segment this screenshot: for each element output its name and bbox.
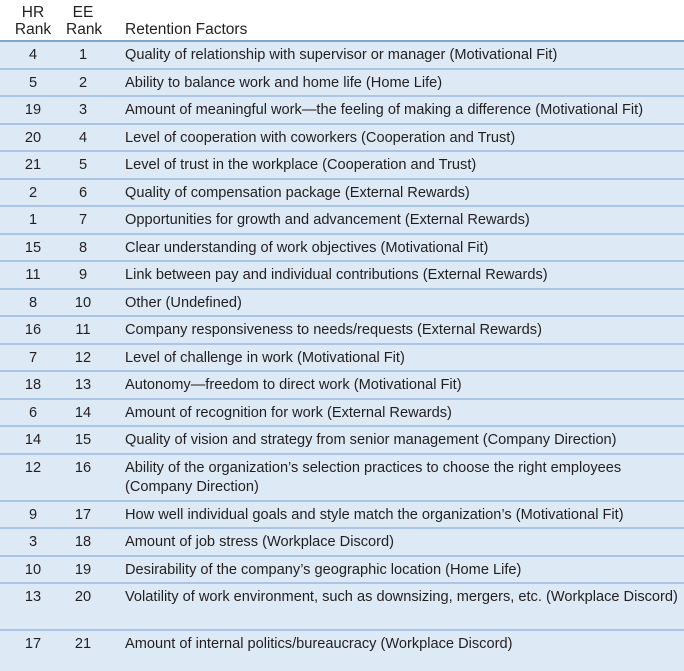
retention-factor-cell: Opportunities for growth and advancement (External Rewards): [125, 212, 530, 228]
table-row: [0, 235, 684, 263]
table-row: [0, 584, 684, 631]
hr-rank-cell: 11: [25, 267, 41, 283]
hr-rank-cell: 12: [24, 459, 42, 476]
hr-rank-cell: 4: [28, 47, 38, 63]
ee-rank-cell: 15: [74, 432, 92, 448]
table-row: [0, 427, 684, 455]
table-row: [0, 631, 684, 659]
ee-rank-cell: 13: [74, 377, 92, 393]
ee-rank-cell: 20: [74, 589, 92, 605]
table-row: [0, 345, 684, 373]
ee-rank-cell: 18: [74, 534, 92, 550]
ee-rank-cell: 8: [78, 239, 88, 256]
hr-rank-cell: 17: [24, 636, 42, 652]
table-row: [0, 152, 684, 180]
hr-rank-cell: 21: [24, 157, 42, 173]
retention-factor-cell: Level of cooperation with coworkers (Cooperation and Trust): [125, 129, 516, 146]
hr-rank-cell: 20: [24, 129, 42, 146]
retention-factor-cell: Amount of job stress (Workplace Discord): [125, 534, 394, 550]
ee-rank-cell: 14: [74, 404, 92, 421]
retention-factor-cell: Volatility of work environment, such as downsizing, mergers, etc. (Workplace Discord): [125, 589, 678, 605]
hr-rank-cell: 14: [24, 432, 42, 448]
hr-rank-cell: 19: [24, 102, 42, 118]
retention-factor-cell: Amount of internal politics/bureaucracy (Workplace Discord): [125, 636, 513, 652]
ee-rank-cell: 6: [78, 184, 88, 201]
hr-rank-cell: 10: [24, 561, 42, 578]
hr-rank-cell: 18: [24, 377, 42, 393]
table-row: [0, 125, 684, 153]
retention-factor-cell: Quality of vision and strategy from senior management (Company Direction): [125, 432, 617, 448]
table-row: [0, 372, 684, 400]
table-body: [0, 42, 684, 659]
table-row: [0, 42, 684, 70]
ee-rank-header: [66, 4, 103, 38]
table-row: [0, 502, 684, 530]
ee-rank-cell: 11: [75, 322, 91, 338]
retention-factor-cell: Level of trust in the workplace (Cooperation and Trust): [125, 157, 477, 173]
retention-factor-cell: Autonomy—freedom to direct work (Motivational Fit): [125, 377, 462, 393]
retention-factors-header-label: Retention Factors: [125, 21, 248, 38]
table-row: [0, 400, 684, 428]
retention-factor-cell: Ability to balance work and home life (Home Life): [125, 74, 443, 91]
ee-rank-cell: 19: [74, 561, 92, 578]
ee-rank-cell: 17: [74, 506, 92, 523]
retention-factor-cell: Quality of compensation package (External Rewards): [125, 184, 470, 201]
table-row: [0, 207, 684, 235]
ee-rank-cell: 1: [78, 47, 88, 63]
hr-rank-cell: 8: [28, 294, 38, 311]
ee-rank-cell: 3: [78, 102, 88, 118]
retention-factor-cell: Other (Undefined): [125, 294, 242, 311]
ee-rank-cell: 7: [78, 212, 88, 228]
retention-factor-cell: How well individual goals and style match the organization’s (Motivational Fit): [125, 506, 624, 523]
ee-rank-cell: 2: [78, 74, 88, 91]
ee-rank-cell: 10: [74, 294, 92, 311]
ee-rank-cell: 12: [74, 349, 92, 366]
hr-rank-header-line1: HR: [21, 4, 45, 21]
hr-rank-cell: 15: [24, 239, 42, 256]
retention-factor-cell: Level of challenge in work (Motivational Fit): [125, 349, 405, 366]
table-row: [0, 290, 684, 318]
hr-rank-cell: 13: [24, 589, 42, 605]
retention-factor-cell: Link between pay and individual contributions (External Rewards): [125, 267, 548, 283]
retention-factors-header: [100, 21, 684, 38]
hr-rank-header-line2: Rank: [14, 21, 52, 38]
table-row: [0, 317, 684, 345]
ee-rank-cell: 16: [74, 459, 92, 476]
ee-rank-header-line2: Rank: [66, 21, 103, 38]
table-row: [0, 455, 684, 502]
table-row: [0, 557, 684, 585]
table-row: [0, 529, 684, 557]
table-row: [0, 262, 684, 290]
ee-rank-header-line1: EE: [72, 4, 94, 21]
hr-rank-cell: 16: [24, 322, 42, 338]
table-row: [0, 97, 684, 125]
retention-factor-cell: Clear understanding of work objectives (Motivational Fit): [125, 239, 489, 256]
table-header: [0, 0, 684, 42]
ee-rank-cell: 21: [74, 636, 92, 652]
hr-rank-cell: 7: [28, 349, 38, 366]
ee-rank-cell: 4: [78, 129, 88, 146]
hr-rank-cell: 3: [28, 534, 38, 550]
hr-rank-cell: 9: [28, 506, 38, 523]
retention-factor-cell: Amount of meaningful work—the feeling of making a difference (Motivational Fit): [125, 102, 644, 118]
hr-rank-cell: 1: [28, 212, 38, 228]
retention-factor-cell: Desirability of the company’s geographic location (Home Life): [125, 561, 522, 578]
hr-rank-header: [0, 4, 66, 38]
hr-rank-cell: 2: [28, 184, 38, 201]
table-row: [0, 70, 684, 98]
retention-factor-cell: Quality of relationship with supervisor or manager (Motivational Fit): [125, 47, 558, 63]
ee-rank-cell: 5: [78, 157, 88, 173]
table-row: [0, 180, 684, 208]
retention-factor-cell: Amount of recognition for work (External Rewards): [125, 404, 452, 421]
retention-factor-cell: Ability of the organization’s selection practices to choose the right employees (Company Direction): [125, 459, 622, 495]
hr-rank-cell: 5: [28, 74, 38, 91]
ee-rank-cell: 9: [78, 267, 88, 283]
hr-rank-cell: 6: [28, 404, 38, 421]
retention-factor-cell: Company responsiveness to needs/requests (External Rewards): [125, 322, 542, 338]
